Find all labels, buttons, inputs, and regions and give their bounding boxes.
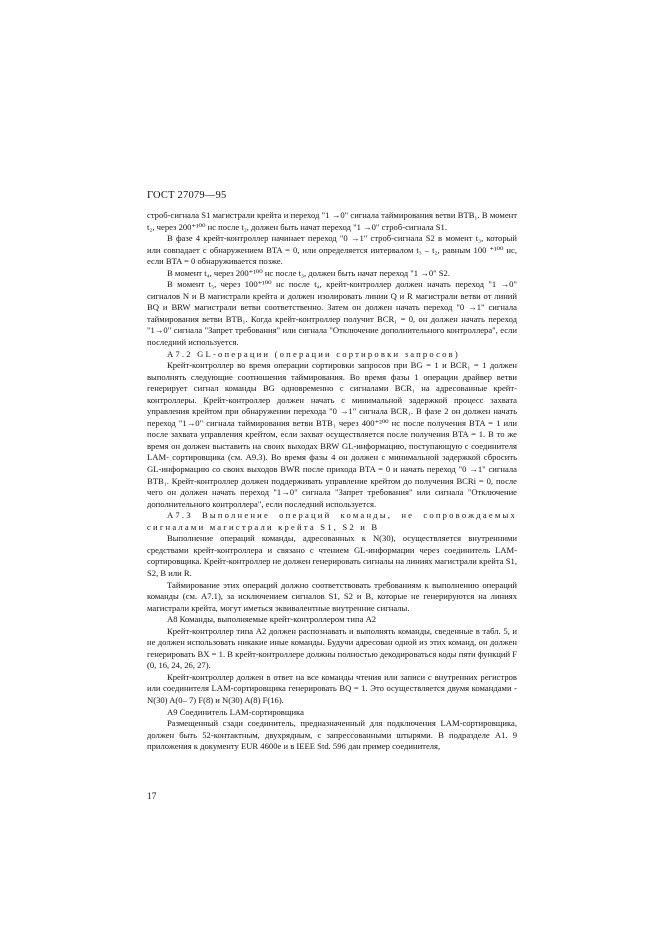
- paragraph: В момент t₄, через 200⁺¹⁰⁰ нс после t₃, должен быть начат переход "1 →0" S2.: [167, 267, 451, 278]
- paragraph: Крейт-контроллер типа А2 должен распознавать и выполнять команды, сведенные в табл. 5, и не должен использовать никакие иные команды. Будучи адресован одной из этих команд, он должен генерировать BX = 1. В крейт-контроллере должны полностью декодироваться коды пяти функций F (0, 16, 24, 26, 27).: [147, 625, 517, 671]
- paragraph: Выполнение операций команды, адресованных к N(30), осуществляется внутренними средствами крейт-контроллера и связано с чтением GL-информации через соединитель LAM-сортировщика. Крейт-контроллер не должен генерировать сигналы на линиях магистрали крейта S1, S2, B или R.: [147, 533, 517, 578]
- paragraph: строб-сигнала S1 магистрали крейта и переход "1 →0" сигнала таймирования ветви BTB₁. В момент t₂, через 200⁺¹⁰⁰ нс после t₂, должен быть начат переход "1 →0" строб-сигнала S1.: [147, 210, 517, 232]
- paragraph: Крейт-контроллер должен в ответ на все команды чтения или записи с внутренних регистров или соединителя LAM-сортировщика генерировать BQ = 1. Это осуществляется двумя командами - N(30) A(0– 7) F(8) и N(30) A(8) F(16).: [147, 671, 517, 705]
- paragraph: В момент t₅, через 100⁺¹⁰⁰ нс после t₄, крейт-контроллер должен начать переход "1 →0" сигналов N и B магистрали крейта и должен изолировать линии Q и R магистрали ветви от линий BQ и BRW магистрали ветви соответственно. Затем он должен начать переход "0 →1" сигнала таймирования ветви BTB₁. Когда крейт-контроллер получит BCR₁ = 0, он должен начать переход "1→0" сигнала "Запрет требования" или сигнала "Отключение дополнительного контроллера", если последний используется.: [147, 279, 517, 348]
- paragraph: А9 Соединитель LAM-сортировщика: [167, 706, 304, 717]
- paragraph: Таймирование этих операций должно соответствовать требованиям к выполнению операций команды (см. А7.1), за исключением сигналов S1, S2 и B, которые не генерируются на линиях магистрали крейта, могут иметься эквивалентные внутренние сигналы.: [147, 579, 517, 613]
- paragraph: Размещенный сзади соединитель, предназначенный для подключения LAM-сортировщика, должен быть 52-контактным, двухрядным, с запрессованными штырями. В подразделе А1. 9 приложения к документу EUR 4600е и в IEEE Std. 596 дан пример соединителя,: [147, 718, 517, 752]
- paragraph: Крейт-контроллер во время операции сортировки запросов при BG = 1 и BCR₁ = 1 должен выполнять следующие соотношения таймирования. Во время фазы 1 операции драйвер ветви генерирует сигнал команды BG одновременно с сигналами BCR₁ на адресованные крейт-контроллеры. Крейт-контроллер должен начать с минимальной задержкой процесс захвата управления крейтом при обнаружении перехода "0 →1" сигнала BCR₁. В фазе 2 он должен начать переход "1→0" сигнала таймирования ветви BTB₁ через 400⁺²⁰⁰ нс после получения BTA = 1 или после захвата управления крейтом, если захват осуществляется после получения BTA = 1. В то же время он должен выставить на своих выходах BRW GL-информацию, поступающую с соединителя LAM- сортировщика (см. А9.3). Во время фазы 4 он должен с минимальной задержкой сбросить GL-информацию со своих выходов BWR после прихода BTA = 0 и начать переход "0 →1" сигнала BTB₁. Крейт-контроллер должен поддерживать управление крейтом до получения BCRi = 0, после чего он должен начать переход "1→0" сигнала "Запрет требования" или сигнала "Отключение дополнительного контроллера", если последний используется.: [147, 360, 517, 509]
- section-heading: А7.3 Выполнение операций команды, не сопровождаемых сигналами магистрали крейта S1, S2 и B: [147, 510, 517, 532]
- paragraph: А8 Команды, выполняемые крейт-контроллером типа А2: [167, 614, 377, 625]
- body-text: [147, 210, 517, 753]
- page-header: ГОСТ 27079—95: [147, 190, 227, 201]
- paragraph: В фазе 4 крейт-контроллер начинает переход "0 →1" строб-сигнала S2 в момент t₃, который или совпадает с обнаружением BTA = 0, или определяется интервалом t₃ – t₂, равным 100 ⁺¹⁰⁰ нс, если BTA = 0 обнаруживается позже.: [147, 233, 517, 267]
- page-number: 17: [147, 792, 157, 802]
- section-heading: А7.2 GL-операции (операции сортировки запросов): [167, 348, 460, 359]
